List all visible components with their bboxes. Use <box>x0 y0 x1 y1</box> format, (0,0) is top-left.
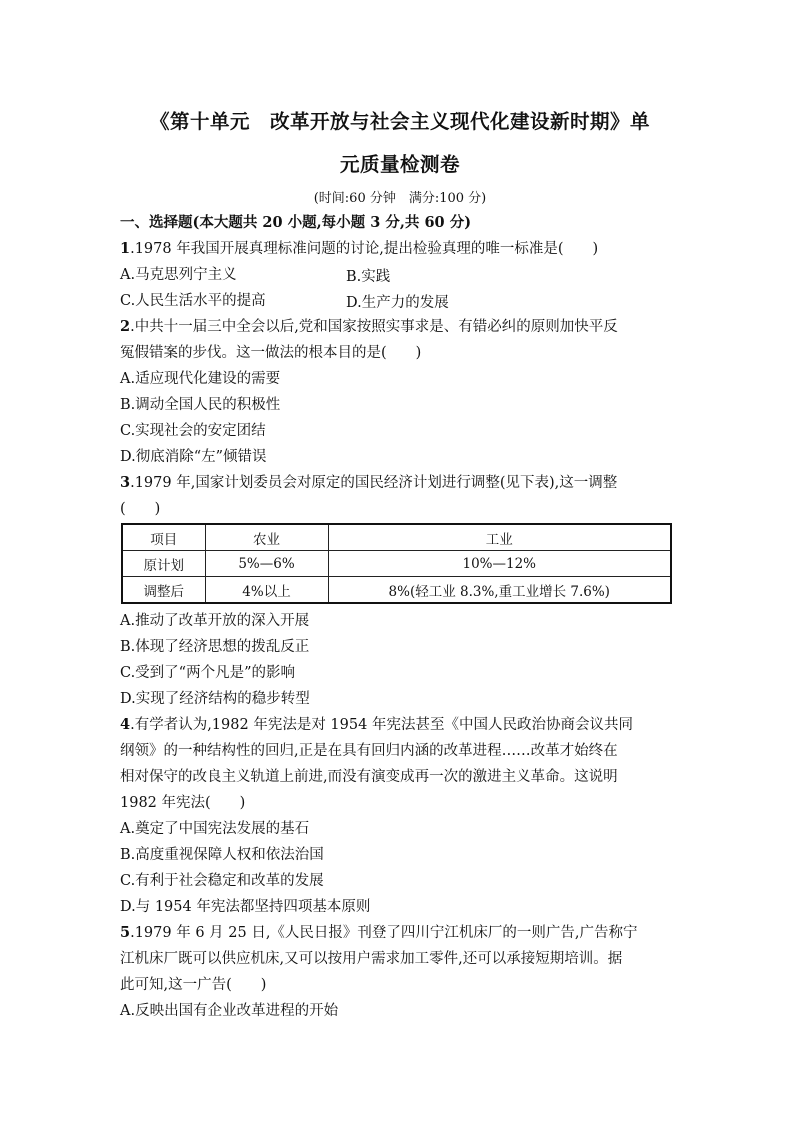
question-number: 1 <box>120 240 131 257</box>
table-row <box>122 577 671 604</box>
q1-option-b: B.实践 <box>346 269 391 285</box>
question-2-stem-cont: 冤假错案的步伐。这一做法的根本目的是( ) <box>120 345 422 361</box>
exam-title-line-1: 《第十单元 改革开放与社会主义现代化建设新时期》单 <box>149 110 650 133</box>
question-text: .中共十一届三中全会以后,党和国家按照实事求是、有错必纠的原则加快平反 <box>130 319 618 335</box>
question-4-stem <box>120 715 680 735</box>
question-4-stem-cont-2: 相对保守的改良主义轨道上前进,而没有演变成再一次的激进主义革命。这说明 <box>120 769 618 785</box>
section-heading-text: 一、选择题(本大题共 20 小题,每小题 3 分,共 60 分) <box>120 214 472 231</box>
question-4-stem-cont-1: 纲领》的一种结构性的回归,正是在具有回归内涵的改革进程……改革才始终在 <box>120 743 618 759</box>
question-text: .有学者认为,1982 年宪法是对 1954 年宪法甚至《中国人民政治协商会议共同 <box>130 717 633 733</box>
question-2-stem <box>120 317 680 337</box>
question-number: 3 <box>120 474 131 491</box>
q1-option-d: D.生产力的发展 <box>346 295 449 311</box>
q2-option-c: C.实现社会的安定团结 <box>120 423 266 439</box>
q2-option-a: A.适应现代化建设的需要 <box>120 371 281 387</box>
q4-option-d: D.与 1954 年宪法都坚持四项基本原则 <box>120 899 371 915</box>
question-number: 5 <box>120 924 131 941</box>
q3-option-b: B.体现了经济思想的拨乱反正 <box>120 639 310 655</box>
table-cell: 调整后 <box>122 577 205 604</box>
question-5-stem <box>120 923 680 943</box>
question-text: .1979 年 6 月 25 日,《人民日报》刊登了四川宁江机床厂的一则广告,广告称宁 <box>130 925 638 941</box>
q3-option-d: D.实现了经济结构的稳步转型 <box>120 691 310 707</box>
q5-option-a: A.反映出国有企业改革进程的开始 <box>120 1003 339 1019</box>
table-cell: 8%(轻工业 8.3%,重工业增长 7.6%) <box>328 577 671 604</box>
q2-option-d: D.彻底消除“左”倾错误 <box>120 449 267 465</box>
question-number: 2 <box>120 318 131 335</box>
table-header-cell: 工业 <box>328 524 671 551</box>
question-text: .1979 年,国家计划委员会对原定的国民经济计划进行调整(见下表),这一调整 <box>130 475 618 491</box>
question-text: .1978 年我国开展真理标准问题的讨论,提出检验真理的唯一标准是( ) <box>130 241 599 257</box>
question-5-stem-cont-2: 此可知,这一广告( ) <box>120 977 267 993</box>
q4-option-a: A.奠定了中国宪法发展的基石 <box>120 821 310 837</box>
q4-option-b: B.高度重视保障人权和依法治国 <box>120 847 324 863</box>
table-cell: 10%—12% <box>328 551 671 577</box>
q2-option-b: B.调动全国人民的积极性 <box>120 397 281 413</box>
table-row <box>122 551 671 577</box>
question-5-stem-cont-1: 江机床厂既可以供应机床,又可以按用户需求加工零件,还可以承接短期培训。据 <box>120 951 623 967</box>
table-header-cell: 农业 <box>205 524 328 551</box>
question-1-stem <box>120 239 680 259</box>
exam-time-score: (时间:60 分钟 满分:100 分) <box>313 191 487 206</box>
q1-option-c: C.人民生活水平的提高 <box>120 293 266 309</box>
question-3-stem <box>120 473 680 493</box>
question-3-stem-cont: ( ) <box>120 501 161 517</box>
question-number: 4 <box>120 716 131 733</box>
plan-adjustment-table <box>121 523 672 604</box>
section-heading <box>120 213 680 233</box>
question-4-stem-cont-3: 1982 年宪法( ) <box>120 795 246 811</box>
table-cell: 4%以上 <box>205 577 328 604</box>
exam-title-line-2: 元质量检测卷 <box>339 153 460 176</box>
q4-option-c: C.有利于社会稳定和改革的发展 <box>120 873 324 889</box>
q3-option-c: C.受到了“两个凡是”的影响 <box>120 665 296 681</box>
q3-option-a: A.推动了改革开放的深入开展 <box>120 613 310 629</box>
q1-option-a: A.马克思列宁主义 <box>120 267 237 283</box>
table-cell: 5%—6% <box>205 551 328 577</box>
table-header-row <box>122 524 671 551</box>
table-cell: 原计划 <box>122 551 205 577</box>
table-header-cell: 项目 <box>122 524 205 551</box>
